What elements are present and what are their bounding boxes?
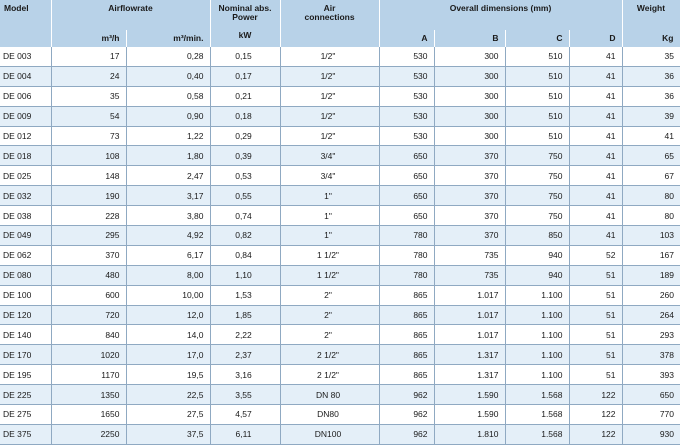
cell-dimension-c: 1.568 — [505, 424, 569, 444]
cell-dimension-a: 865 — [379, 305, 434, 325]
cell-airflow-m3min: 27,5 — [126, 405, 210, 425]
cell-model: DE 275 — [0, 405, 51, 425]
header-unit-a: A — [379, 30, 434, 47]
cell-dimension-d: 41 — [569, 186, 622, 206]
cell-dimension-a: 530 — [379, 47, 434, 66]
cell-airflow-m3min: 0,90 — [126, 106, 210, 126]
cell-power-kw: 0,21 — [210, 86, 280, 106]
cell-air-connection: DN 80 — [280, 385, 379, 405]
cell-dimension-b: 300 — [434, 106, 505, 126]
header-unit-d: D — [569, 30, 622, 47]
cell-dimension-c: 1.568 — [505, 405, 569, 425]
cell-dimension-d: 122 — [569, 424, 622, 444]
cell-air-connection: 1/2" — [280, 126, 379, 146]
cell-weight-kg: 65 — [622, 146, 680, 166]
table-row — [0, 345, 680, 365]
cell-dimension-b: 1.017 — [434, 285, 505, 305]
cell-dimension-d: 51 — [569, 305, 622, 325]
cell-air-connection: 2 1/2" — [280, 365, 379, 385]
cell-airflow-m3h: 480 — [51, 265, 126, 285]
cell-weight-kg: 650 — [622, 385, 680, 405]
header-air-connections-label: Air connections — [304, 3, 355, 22]
cell-dimension-a: 865 — [379, 345, 434, 365]
cell-dimension-a: 780 — [379, 245, 434, 265]
cell-dimension-c: 510 — [505, 66, 569, 86]
cell-model: DE 018 — [0, 146, 51, 166]
header-weight: Weight — [622, 0, 680, 30]
cell-weight-kg: 39 — [622, 106, 680, 126]
cell-dimension-c: 1.568 — [505, 385, 569, 405]
cell-dimension-c: 510 — [505, 86, 569, 106]
cell-weight-kg: 189 — [622, 265, 680, 285]
cell-weight-kg: 80 — [622, 206, 680, 226]
cell-dimension-d: 51 — [569, 285, 622, 305]
cell-airflow-m3h: 600 — [51, 285, 126, 305]
cell-dimension-d: 41 — [569, 47, 622, 66]
cell-power-kw: 0,74 — [210, 206, 280, 226]
cell-dimension-b: 1.590 — [434, 385, 505, 405]
cell-airflow-m3min: 4,92 — [126, 226, 210, 246]
table-row — [0, 385, 680, 405]
cell-airflow-m3h: 17 — [51, 47, 126, 66]
cell-air-connection: DN100 — [280, 424, 379, 444]
cell-dimension-c: 750 — [505, 146, 569, 166]
cell-model: DE 003 — [0, 47, 51, 66]
cell-model: DE 080 — [0, 265, 51, 285]
cell-airflow-m3h: 295 — [51, 226, 126, 246]
cell-air-connection: 2" — [280, 325, 379, 345]
cell-power-kw: 3,55 — [210, 385, 280, 405]
cell-weight-kg: 103 — [622, 226, 680, 246]
cell-dimension-d: 41 — [569, 146, 622, 166]
cell-dimension-b: 370 — [434, 186, 505, 206]
cell-weight-kg: 264 — [622, 305, 680, 325]
cell-airflow-m3h: 2250 — [51, 424, 126, 444]
cell-dimension-d: 41 — [569, 206, 622, 226]
cell-air-connection: 1/2" — [280, 47, 379, 66]
cell-airflow-m3min: 3,80 — [126, 206, 210, 226]
cell-airflow-m3min: 17,0 — [126, 345, 210, 365]
cell-dimension-a: 962 — [379, 405, 434, 425]
cell-weight-kg: 80 — [622, 186, 680, 206]
cell-dimension-a: 865 — [379, 325, 434, 345]
cell-airflow-m3min: 14,0 — [126, 325, 210, 345]
cell-power-kw: 6,11 — [210, 424, 280, 444]
table-row — [0, 305, 680, 325]
cell-model: DE 006 — [0, 86, 51, 106]
cell-airflow-m3h: 148 — [51, 166, 126, 186]
header-power-unit: kW — [238, 30, 252, 40]
cell-airflow-m3h: 1170 — [51, 365, 126, 385]
cell-model: DE 375 — [0, 424, 51, 444]
cell-dimension-b: 735 — [434, 265, 505, 285]
cell-dimension-d: 51 — [569, 365, 622, 385]
header-unit-b: B — [434, 30, 505, 47]
table-row — [0, 265, 680, 285]
header-overall-dimensions: Overall dimensions (mm) — [379, 0, 622, 30]
cell-airflow-m3min: 1,22 — [126, 126, 210, 146]
cell-dimension-b: 300 — [434, 86, 505, 106]
cell-air-connection: 1 1/2" — [280, 245, 379, 265]
cell-dimension-b: 370 — [434, 166, 505, 186]
cell-airflow-m3min: 6,17 — [126, 245, 210, 265]
cell-dimension-a: 530 — [379, 126, 434, 146]
cell-dimension-b: 300 — [434, 47, 505, 66]
cell-dimension-c: 1.100 — [505, 285, 569, 305]
cell-dimension-a: 530 — [379, 106, 434, 126]
cell-weight-kg: 378 — [622, 345, 680, 365]
cell-model: DE 140 — [0, 325, 51, 345]
cell-airflow-m3min: 0,28 — [126, 47, 210, 66]
cell-air-connection: DN80 — [280, 405, 379, 425]
cell-airflow-m3h: 35 — [51, 86, 126, 106]
cell-model: DE 038 — [0, 206, 51, 226]
cell-weight-kg: 293 — [622, 325, 680, 345]
cell-model: DE 225 — [0, 385, 51, 405]
cell-airflow-m3min: 37,5 — [126, 424, 210, 444]
cell-dimension-c: 850 — [505, 226, 569, 246]
cell-dimension-c: 1.100 — [505, 325, 569, 345]
cell-air-connection: 1/2" — [280, 106, 379, 126]
cell-weight-kg: 41 — [622, 126, 680, 146]
cell-power-kw: 0,53 — [210, 166, 280, 186]
cell-air-connection: 1" — [280, 186, 379, 206]
cell-model: DE 195 — [0, 365, 51, 385]
cell-weight-kg: 770 — [622, 405, 680, 425]
cell-air-connection: 2 1/2" — [280, 345, 379, 365]
table-row — [0, 66, 680, 86]
cell-weight-kg: 36 — [622, 86, 680, 106]
cell-airflow-m3min: 8,00 — [126, 265, 210, 285]
table-row — [0, 365, 680, 385]
cell-dimension-a: 530 — [379, 66, 434, 86]
cell-dimension-c: 750 — [505, 166, 569, 186]
cell-airflow-m3min: 1,80 — [126, 146, 210, 166]
cell-dimension-c: 1.100 — [505, 345, 569, 365]
header-model: Model — [0, 0, 51, 30]
cell-weight-kg: 167 — [622, 245, 680, 265]
cell-power-kw: 2,22 — [210, 325, 280, 345]
cell-power-kw: 0,39 — [210, 146, 280, 166]
table-row — [0, 325, 680, 345]
cell-airflow-m3h: 720 — [51, 305, 126, 325]
header-unit-m3h: m³/h — [51, 30, 126, 47]
cell-weight-kg: 35 — [622, 47, 680, 66]
table-row — [0, 86, 680, 106]
cell-dimension-d: 41 — [569, 66, 622, 86]
cell-dimension-a: 650 — [379, 166, 434, 186]
header-air-connections — [280, 0, 379, 47]
cell-model: DE 170 — [0, 345, 51, 365]
cell-air-connection: 2" — [280, 285, 379, 305]
header-unit-c: C — [505, 30, 569, 47]
cell-power-kw: 2,37 — [210, 345, 280, 365]
cell-air-connection: 1 1/2" — [280, 265, 379, 285]
cell-model: DE 120 — [0, 305, 51, 325]
cell-dimension-d: 41 — [569, 226, 622, 246]
cell-power-kw: 0,84 — [210, 245, 280, 265]
cell-model: DE 049 — [0, 226, 51, 246]
cell-weight-kg: 36 — [622, 66, 680, 86]
cell-dimension-c: 750 — [505, 206, 569, 226]
cell-dimension-a: 962 — [379, 385, 434, 405]
cell-power-kw: 0,55 — [210, 186, 280, 206]
cell-airflow-m3h: 228 — [51, 206, 126, 226]
cell-power-kw: 0,17 — [210, 66, 280, 86]
cell-dimension-c: 1.100 — [505, 365, 569, 385]
cell-airflow-m3h: 1350 — [51, 385, 126, 405]
cell-power-kw: 0,29 — [210, 126, 280, 146]
cell-model: DE 032 — [0, 186, 51, 206]
cell-airflow-m3h: 1020 — [51, 345, 126, 365]
cell-dimension-b: 370 — [434, 226, 505, 246]
table-row — [0, 186, 680, 206]
table-row — [0, 226, 680, 246]
cell-power-kw: 0,82 — [210, 226, 280, 246]
cell-power-kw: 3,16 — [210, 365, 280, 385]
cell-dimension-b: 300 — [434, 66, 505, 86]
header-row-group — [0, 0, 680, 30]
cell-dimension-a: 780 — [379, 265, 434, 285]
cell-power-kw: 1,10 — [210, 265, 280, 285]
cell-dimension-b: 1.017 — [434, 325, 505, 345]
cell-dimension-d: 51 — [569, 325, 622, 345]
cell-weight-kg: 930 — [622, 424, 680, 444]
cell-dimension-d: 122 — [569, 385, 622, 405]
table-row — [0, 206, 680, 226]
cell-dimension-d: 41 — [569, 106, 622, 126]
cell-airflow-m3h: 108 — [51, 146, 126, 166]
cell-power-kw: 4,57 — [210, 405, 280, 425]
cell-dimension-b: 735 — [434, 245, 505, 265]
cell-dimension-d: 41 — [569, 86, 622, 106]
cell-dimension-a: 650 — [379, 206, 434, 226]
cell-model: DE 012 — [0, 126, 51, 146]
header-unit-kg: Kg — [622, 30, 680, 47]
cell-dimension-c: 510 — [505, 106, 569, 126]
table-row — [0, 405, 680, 425]
table-row — [0, 106, 680, 126]
cell-dimension-a: 865 — [379, 285, 434, 305]
cell-air-connection: 1" — [280, 206, 379, 226]
header-unit-m3min: m³/min. — [126, 30, 210, 47]
cell-dimension-d: 51 — [569, 345, 622, 365]
cell-air-connection: 3/4" — [280, 146, 379, 166]
cell-dimension-b: 300 — [434, 126, 505, 146]
cell-dimension-a: 780 — [379, 226, 434, 246]
cell-model: DE 025 — [0, 166, 51, 186]
cell-dimension-a: 530 — [379, 86, 434, 106]
cell-airflow-m3min: 0,40 — [126, 66, 210, 86]
header-airflowrate: Airflowrate — [51, 0, 210, 30]
cell-dimension-b: 370 — [434, 206, 505, 226]
cell-dimension-c: 940 — [505, 265, 569, 285]
header-power — [210, 0, 280, 47]
cell-air-connection: 1" — [280, 226, 379, 246]
cell-air-connection: 1/2" — [280, 86, 379, 106]
cell-dimension-d: 52 — [569, 245, 622, 265]
cell-weight-kg: 67 — [622, 166, 680, 186]
cell-dimension-a: 962 — [379, 424, 434, 444]
table-row — [0, 166, 680, 186]
cell-airflow-m3min: 2,47 — [126, 166, 210, 186]
table-row — [0, 285, 680, 305]
table-row — [0, 424, 680, 444]
cell-dimension-b: 370 — [434, 146, 505, 166]
cell-weight-kg: 260 — [622, 285, 680, 305]
cell-power-kw: 0,18 — [210, 106, 280, 126]
cell-dimension-c: 940 — [505, 245, 569, 265]
cell-airflow-m3min: 0,58 — [126, 86, 210, 106]
cell-model: DE 004 — [0, 66, 51, 86]
cell-dimension-a: 650 — [379, 146, 434, 166]
cell-airflow-m3h: 24 — [51, 66, 126, 86]
table-row — [0, 126, 680, 146]
cell-dimension-c: 750 — [505, 186, 569, 206]
cell-dimension-b: 1.590 — [434, 405, 505, 425]
cell-power-kw: 1,53 — [210, 285, 280, 305]
cell-airflow-m3h: 190 — [51, 186, 126, 206]
cell-model: DE 100 — [0, 285, 51, 305]
cell-airflow-m3min: 12,0 — [126, 305, 210, 325]
cell-dimension-d: 51 — [569, 265, 622, 285]
cell-dimension-b: 1.017 — [434, 305, 505, 325]
table-row — [0, 146, 680, 166]
cell-airflow-m3min: 3,17 — [126, 186, 210, 206]
cell-air-connection: 3/4" — [280, 166, 379, 186]
cell-model: DE 009 — [0, 106, 51, 126]
header-power-label: Nominal abs. Power — [218, 3, 272, 22]
cell-airflow-m3h: 840 — [51, 325, 126, 345]
cell-airflow-m3h: 1650 — [51, 405, 126, 425]
cell-dimension-b: 1.810 — [434, 424, 505, 444]
header-model-unit-empty — [0, 30, 51, 47]
cell-dimension-c: 510 — [505, 126, 569, 146]
cell-air-connection: 2" — [280, 305, 379, 325]
cell-dimension-a: 650 — [379, 186, 434, 206]
table-body — [0, 47, 680, 444]
cell-dimension-c: 1.100 — [505, 305, 569, 325]
table-row — [0, 47, 680, 66]
cell-dimension-d: 41 — [569, 126, 622, 146]
cell-dimension-c: 510 — [505, 47, 569, 66]
cell-dimension-b: 1.317 — [434, 365, 505, 385]
cell-air-connection: 1/2" — [280, 66, 379, 86]
table-row — [0, 245, 680, 265]
cell-dimension-b: 1.317 — [434, 345, 505, 365]
cell-airflow-m3min: 22,5 — [126, 385, 210, 405]
cell-airflow-m3min: 19,5 — [126, 365, 210, 385]
cell-model: DE 062 — [0, 245, 51, 265]
cell-airflow-m3h: 370 — [51, 245, 126, 265]
cell-power-kw: 1,85 — [210, 305, 280, 325]
cell-power-kw: 0,15 — [210, 47, 280, 66]
cell-airflow-m3h: 73 — [51, 126, 126, 146]
cell-dimension-d: 41 — [569, 166, 622, 186]
cell-weight-kg: 393 — [622, 365, 680, 385]
cell-airflow-m3min: 10,00 — [126, 285, 210, 305]
cell-airflow-m3h: 54 — [51, 106, 126, 126]
cell-dimension-d: 122 — [569, 405, 622, 425]
cell-dimension-a: 865 — [379, 365, 434, 385]
